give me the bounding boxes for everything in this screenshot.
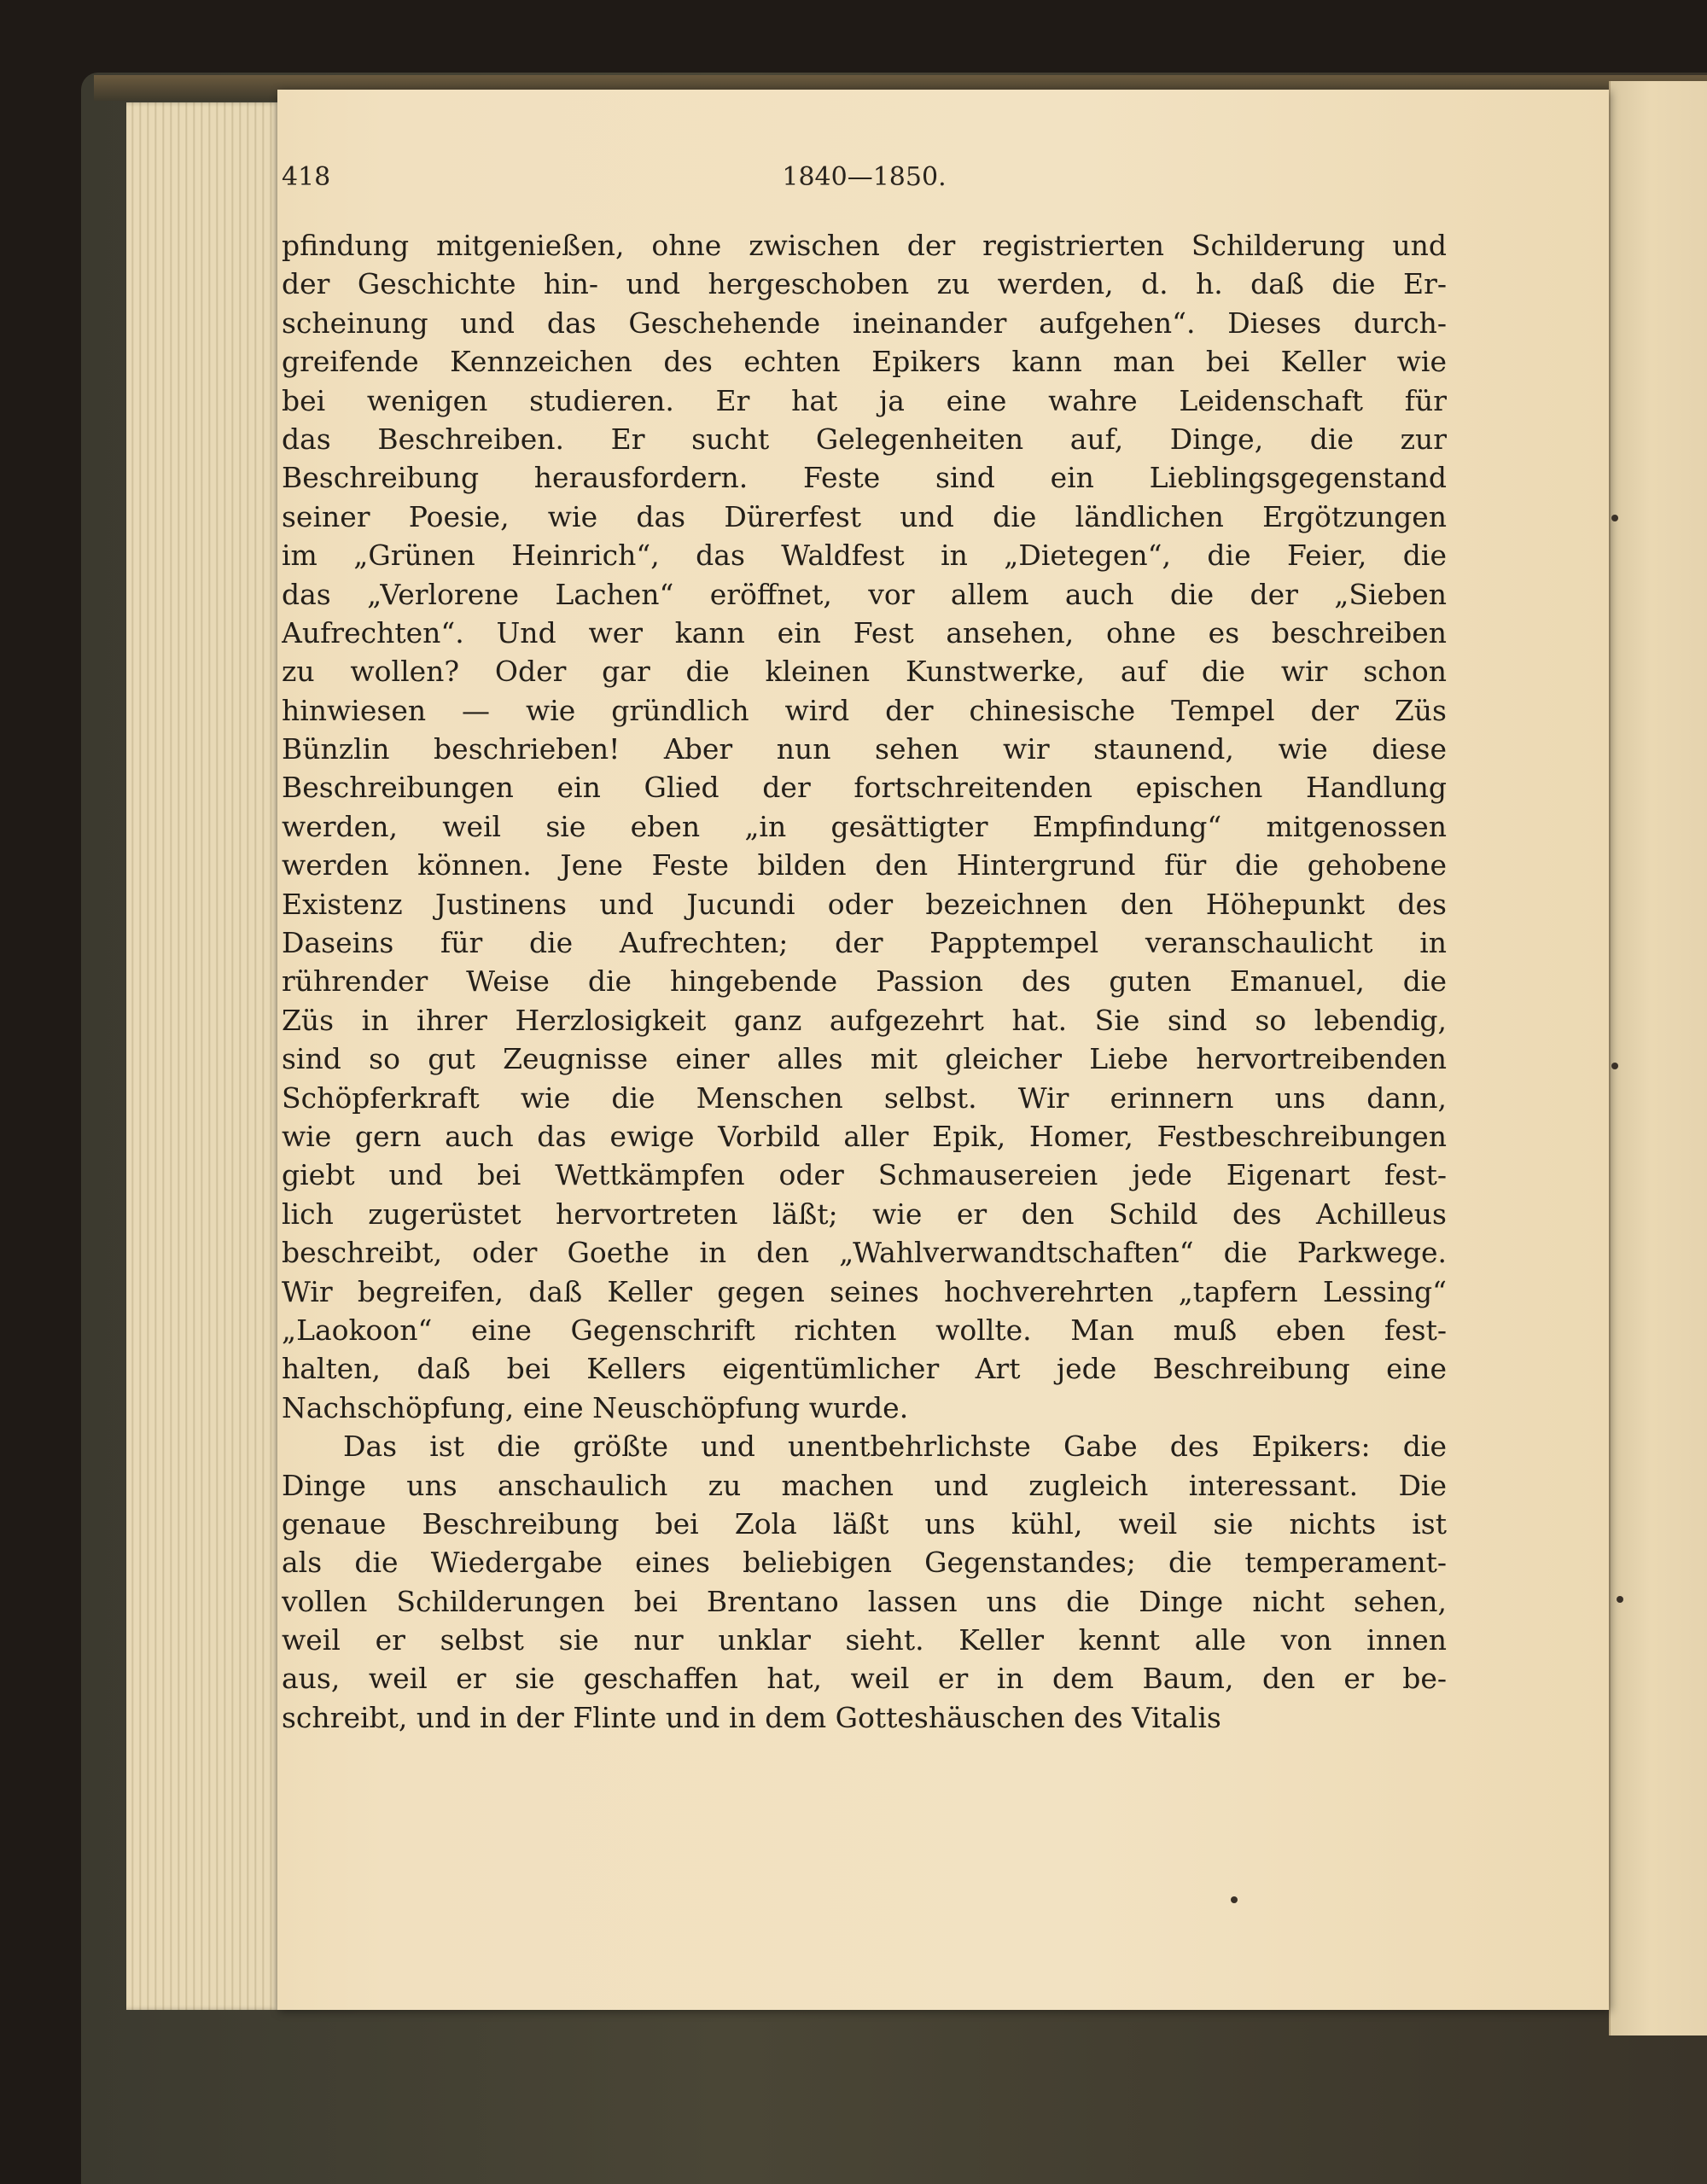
margin-speck bbox=[1617, 1596, 1623, 1603]
margin-speck bbox=[1611, 1063, 1618, 1069]
text-line: Nachschöpfung, eine Neuschöpfung wurde. bbox=[282, 1390, 909, 1424]
text-line: Wir begreifen, daß Keller gegen seines hochverehrten „tapfern Lessing“ bbox=[282, 1274, 1447, 1308]
text-line: „Laokoon“ eine Gegenschrift richten wollte. Man muß eben fest- bbox=[282, 1313, 1447, 1347]
text-line: seiner Poesie, wie das Dürerfest und die ländlichen Ergötzungen bbox=[282, 499, 1447, 533]
text-line: halten, daß bei Kellers eigentümlicher Art jede Beschreibung eine bbox=[282, 1352, 1447, 1386]
facing-page-edge bbox=[1609, 81, 1707, 2035]
text-line: werden, weil sie eben „in gesättigter Empfindung“ mitgenossen bbox=[282, 809, 1447, 843]
text-line: zu wollen? Oder gar die kleinen Kunstwerke, auf die wir schon bbox=[282, 655, 1447, 689]
text-line: schreibt, und in der Flinte und in dem Gotteshäuschen des Vitalis bbox=[282, 1700, 1221, 1734]
text-line: Das ist die größte und unentbehrlichste Gabe des Epikers: die bbox=[343, 1430, 1447, 1464]
text-line: Existenz Justinens und Jucundi oder bezeichnen den Höhepunkt des bbox=[282, 887, 1447, 921]
text-line: rührender Weise die hingebende Passion des guten Emanuel, die bbox=[282, 964, 1447, 999]
text-line: scheinung und das Geschehende ineinander aufgehen“. Dieses durch- bbox=[282, 306, 1447, 340]
text-line: der Geschichte hin- und hergeschoben zu werden, d. h. daß die Er- bbox=[282, 267, 1447, 301]
text-line: wie gern auch das ewige Vorbild aller Epik, Homer, Festbeschreibungen bbox=[282, 1119, 1447, 1153]
text-line: sind so gut Zeugnisse einer alles mit gleicher Liebe hervortreibenden bbox=[282, 1042, 1447, 1076]
text-line: Aufrechten“. Und wer kann ein Fest ansehen, ohne es beschreiben bbox=[282, 615, 1447, 649]
text-line: Beschreibung herausfordern. Feste sind ein Lieblingsgegenstand bbox=[282, 461, 1447, 495]
text-line: werden können. Jene Feste bilden den Hintergrund für die gehobene bbox=[282, 848, 1447, 882]
text-line: pfindung mitgenießen, ohne zwischen der registrierten Schilderung und bbox=[282, 229, 1447, 262]
text-line: genaue Beschreibung bei Zola läßt uns kühl, weil sie nichts ist bbox=[282, 1506, 1447, 1540]
text-line: Züs in ihrer Herzlosigkeit ganz aufgezehrt hat. Sie sind so lebendig, bbox=[282, 1003, 1447, 1037]
page-stack-edges bbox=[126, 102, 280, 2010]
text-line: bei wenigen studieren. Er hat ja eine wahre Leidenschaft für bbox=[282, 383, 1447, 417]
ink-speck bbox=[1231, 1896, 1238, 1903]
page-header bbox=[282, 162, 1447, 213]
text-line: Schöpferkraft wie die Menschen selbst. Wir erinnern uns dann, bbox=[282, 1080, 1447, 1115]
text-line: Bünzlin beschrieben! Aber nun sehen wir staunend, wie diese bbox=[282, 732, 1447, 766]
text-line: Beschreibungen ein Glied der fortschreitenden epischen Handlung bbox=[282, 771, 1447, 805]
margin-speck bbox=[1611, 515, 1618, 521]
text-line: weil er selbst sie nur unklar sieht. Keller kennt alle von innen bbox=[282, 1623, 1447, 1657]
text-line: hinwiesen — wie gründlich wird der chinesische Tempel der Züs bbox=[282, 693, 1447, 727]
text-line: aus, weil er sie geschaffen hat, weil er in dem Baum, den er be- bbox=[282, 1662, 1447, 1696]
text-line: das „Verlorene Lachen“ eröffnet, vor allem auch die der „Sieben bbox=[282, 577, 1447, 611]
text-line: Dinge uns anschaulich zu machen und zugleich interessant. Die bbox=[282, 1468, 1447, 1502]
text-line: giebt und bei Wettkämpfen oder Schmausereien jede Eigenart fest- bbox=[282, 1158, 1447, 1192]
body-text bbox=[282, 226, 1447, 1737]
text-line: lich zugerüstet hervortreten läßt; wie er den Schild des Achilleus bbox=[282, 1197, 1447, 1231]
text-line: vollen Schilderungen bei Brentano lassen uns die Dinge nicht sehen, bbox=[282, 1584, 1447, 1618]
text-line: greifende Kennzeichen des echten Epikers kann man bei Keller wie bbox=[282, 345, 1447, 379]
text-line: beschreibt, oder Goethe in den „Wahlverwandtschaften“ die Parkwege. bbox=[282, 1236, 1447, 1270]
text-line: Daseins für die Aufrechten; der Papptempel veranschaulicht in bbox=[282, 926, 1447, 960]
text-line: das Beschreiben. Er sucht Gelegenheiten auf, Dinge, die zur bbox=[282, 422, 1447, 456]
page-number: 418 bbox=[282, 162, 331, 192]
running-head: 1840—1850. bbox=[782, 162, 947, 192]
text-line: im „Grünen Heinrich“, das Waldfest in „Dietegen“, die Feier, die bbox=[282, 539, 1447, 573]
text-line: als die Wiedergabe eines beliebigen Gegenstandes; die temperament- bbox=[282, 1546, 1447, 1580]
